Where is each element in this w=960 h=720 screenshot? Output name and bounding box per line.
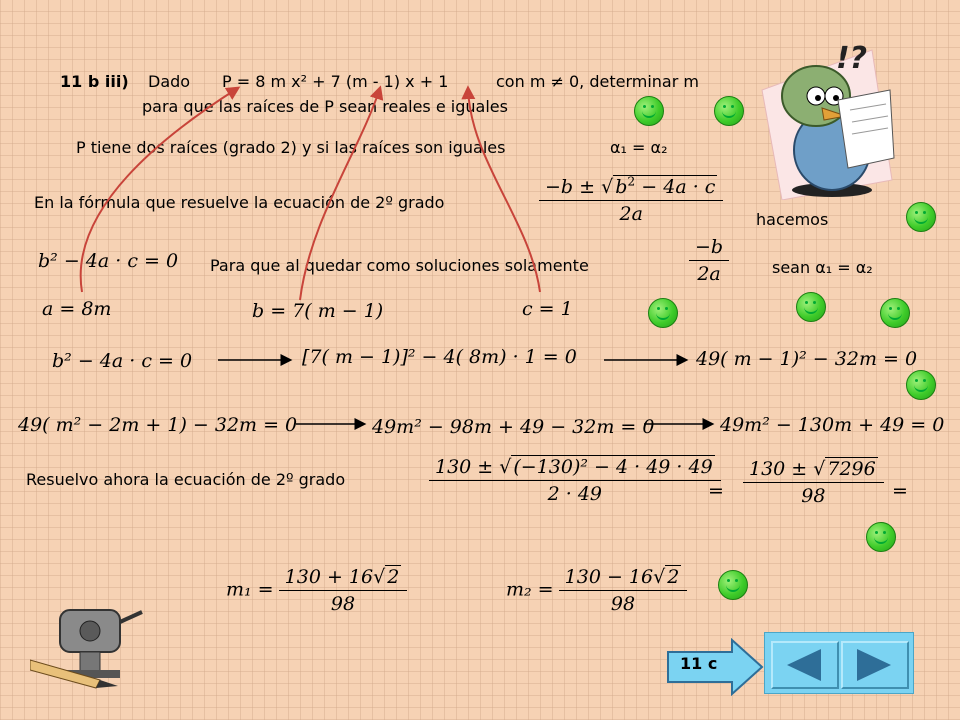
coef-c: c = 1 [522, 298, 573, 320]
smiley-icon [866, 522, 896, 552]
formula-statement: En la fórmula que resuelve la ecuación de 2º grado [34, 193, 445, 212]
discriminant-eq: b² − 4a · c = 0 [38, 250, 179, 272]
next-section-label: 11 c [680, 654, 718, 673]
dado-label: Dado [148, 72, 191, 91]
equals-2: = [892, 480, 908, 502]
solutions-statement: Para que al quedar como soluciones solamente [210, 256, 589, 275]
solve-statement: Resuelvo ahora la ecuación de 2º grado [26, 470, 346, 489]
step-5: 49m² − 98m + 49 − 32m = 0 [372, 416, 655, 438]
smiley-icon [634, 96, 664, 126]
smiley-icon [648, 298, 678, 328]
step-6: 49m² − 130m + 49 = 0 [720, 414, 945, 436]
smiley-icon [714, 96, 744, 126]
sean-alpha: sean α₁ = α₂ [772, 258, 873, 277]
root-m2: m₂ = $\frac{130 - 16√ 2}{98}$ [506, 566, 686, 615]
smiley-icon [796, 292, 826, 322]
svg-text:!?: !? [836, 41, 868, 76]
hacemos-label: hacemos [756, 210, 829, 229]
smiley-icon [906, 370, 936, 400]
roots-statement: P tiene dos raíces (grado 2) y si las raíces son iguales [76, 138, 506, 157]
condition-text: con m ≠ 0, determinar m [496, 72, 699, 91]
step-3: 49( m − 1)² − 32m = 0 [696, 348, 918, 370]
coef-b: b = 7( m − 1) [252, 300, 384, 322]
forward-button[interactable] [841, 641, 909, 689]
triangle-left-icon [787, 649, 821, 681]
polynomial: P = 8 m x² + 7 (m - 1) x + 1 [222, 72, 449, 91]
equals-1: = [708, 480, 724, 502]
triangle-right-icon [857, 649, 891, 681]
step-4: 49( m² − 2m + 1) − 32m = 0 [18, 414, 298, 436]
smiley-icon [880, 298, 910, 328]
navigation-panel [764, 632, 914, 694]
minus-b-over-2a: $\frac{-b}{2a}$ [690, 236, 728, 285]
pencil-sharpener-icon [30, 600, 160, 690]
problem-line2: para que las raíces de P sean reales e iguales [142, 97, 508, 116]
back-button[interactable] [771, 641, 839, 689]
solve-fraction-1: $\frac{\text{130 ± √ (−130)² − 4 · 49 · 49}}{2 \cdot 49}$ [430, 456, 720, 505]
step-2: [7( m − 1)]² − 4( 8m) · 1 = 0 [302, 346, 577, 368]
smiley-icon [906, 202, 936, 232]
exercise-number: 11 b iii) [60, 72, 129, 91]
coef-a: a = 8m [42, 298, 112, 320]
quadratic-formula: $\frac{-b \pm √ b^2 - 4a \cdot c}{2a}$ [540, 176, 722, 225]
confused-bird-icon [752, 30, 902, 200]
step-1: b² − 4a · c = 0 [52, 350, 193, 372]
solve-fraction-2: $\frac{130 \pm √ 7296}{98}$ [744, 458, 883, 507]
root-m1: m₁ = $\frac{130 + 16√ 2}{98}$ [226, 566, 406, 615]
smiley-icon [718, 570, 748, 600]
alpha-equal: α₁ = α₂ [610, 138, 668, 157]
next-section-link[interactable] [666, 638, 766, 696]
